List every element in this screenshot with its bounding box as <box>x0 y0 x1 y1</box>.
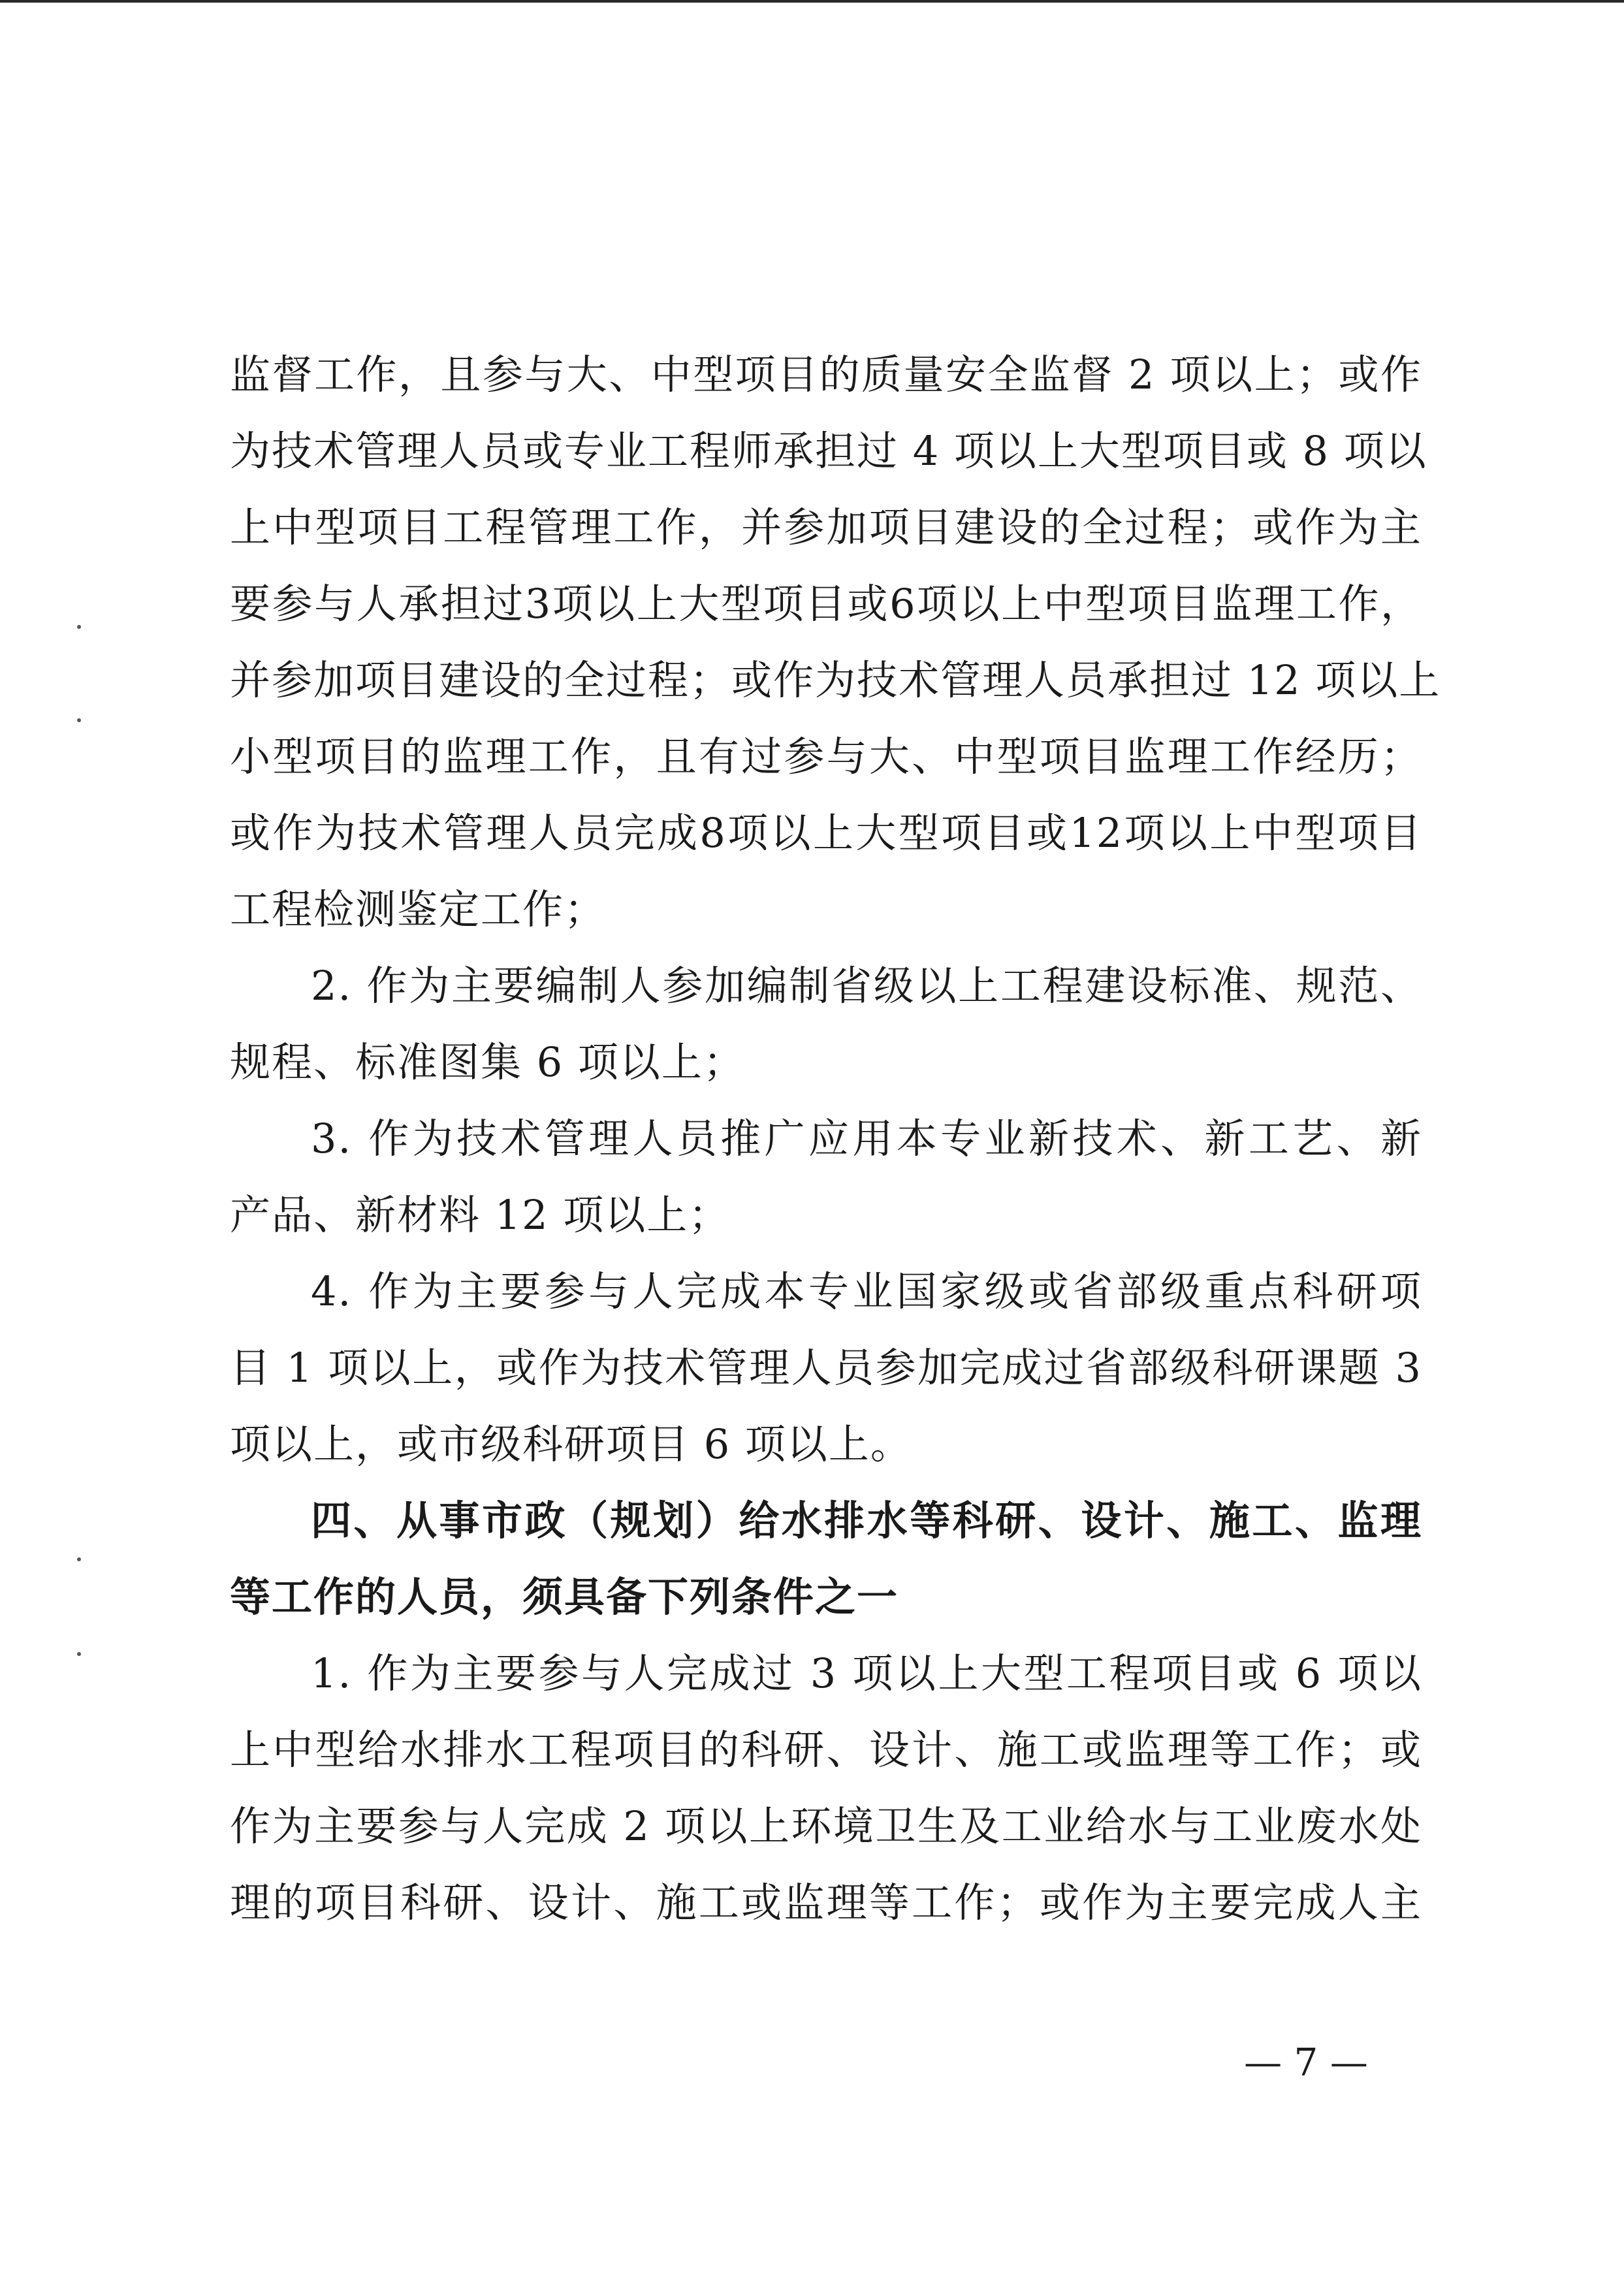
scan-mark <box>77 718 81 722</box>
document-body <box>230 336 1441 1941</box>
text-line: 理的项目科研、设计、施工或监理等工作；或作为主要完成人主 <box>230 1879 1422 1926</box>
section-heading: 四、从事市政（规划）给水排水等科研、设计、施工、监理 <box>311 1497 1422 1544</box>
text-line: 要参与人承担过3项以上大型项目或6项以上中型项目监理工作， <box>230 580 1422 628</box>
scan-mark <box>77 1652 81 1656</box>
text-line: 项以上，或市级科研项目 6 项以上。 <box>230 1420 912 1468</box>
list-item-3-line: 3. 作为技术管理人员推广应用本专业新技术、新工艺、新 <box>311 1115 1422 1162</box>
text-line: 上中型给水排水工程项目的科研、设计、施工或监理等工作；或 <box>230 1726 1422 1774</box>
scan-mark <box>77 625 81 629</box>
list-item-1-line: 1. 作为主要参与人完成过 3 项以上大型工程项目或 6 项以 <box>311 1649 1422 1697</box>
text-line: 小型项目的监理工作，且有过参与大、中型项目监理工作经历； <box>230 733 1422 780</box>
section-heading: 等工作的人员，须具备下列条件之一 <box>230 1573 899 1621</box>
text-line: 或作为技术管理人员完成8项以上大型项目或12项以上中型项目 <box>230 809 1422 857</box>
text-line: 规程、标准图集 6 项以上； <box>230 1038 745 1086</box>
list-item-4-line: 4. 作为主要参与人完成本专业国家级或省部级重点科研项 <box>311 1267 1422 1315</box>
text-line: 上中型项目工程管理工作，并参加项目建设的全过程；或作为主 <box>230 503 1422 551</box>
text-line: 作为主要参与人完成 2 项以上环境卫生及工业给水与工业废水处 <box>230 1802 1422 1850</box>
page-number: — 7 — <box>1244 2040 1368 2084</box>
text-line: 目 1 项以上，或作为技术管理人员参加完成过省部级科研课题 3 <box>230 1344 1422 1392</box>
text-line: 工程检测鉴定工作； <box>230 885 607 933</box>
text-line: 监督工作，且参与大、中型项目的质量安全监督 2 项以上；或作 <box>230 351 1422 398</box>
text-line: 产品、新材料 12 项以上； <box>230 1191 731 1239</box>
text-line: 为技术管理人员或专业工程师承担过 4 项以上大型项目或 8 项以 <box>230 427 1427 475</box>
scan-mark <box>77 1557 81 1561</box>
list-item-2-line: 2. 作为主要编制人参加编制省级以上工程建设标准、规范、 <box>311 962 1422 1010</box>
scan-top-edge <box>0 0 1624 3</box>
text-line: 并参加项目建设的全过程；或作为技术管理人员承担过 12 项以上 <box>230 656 1441 704</box>
